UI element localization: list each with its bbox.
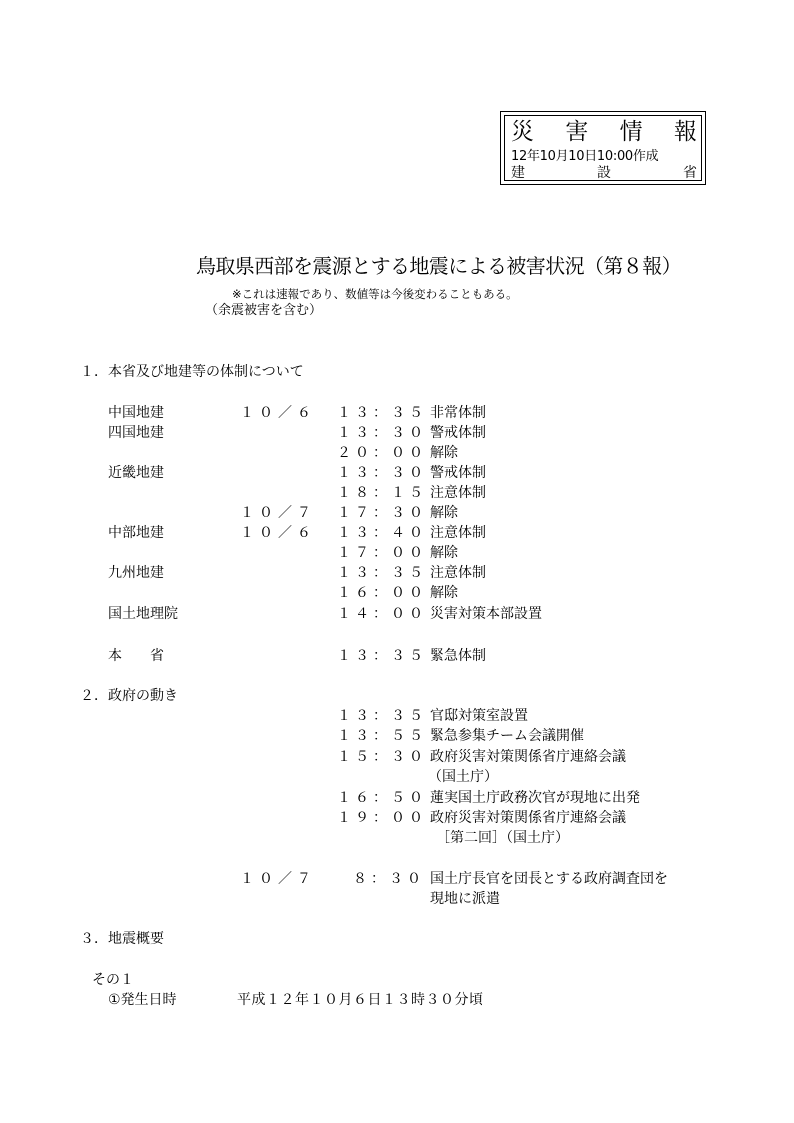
stamp-org-char: 設 — [597, 165, 611, 181]
row-status: 解除 — [430, 585, 458, 601]
stamp-title-char: 災 — [511, 119, 534, 145]
row-status: 警戒体制 — [430, 465, 486, 481]
event-time: １９：００ — [337, 810, 427, 826]
event-date: １０／７ — [240, 871, 316, 887]
section-1-heading: １．本省及び地建等の体制について — [80, 364, 304, 380]
event-text-cont: （国土庁） — [428, 769, 498, 785]
event-time: １６：５０ — [337, 790, 427, 806]
org-name: 九州地建 — [108, 565, 164, 581]
stamp-org — [511, 165, 697, 181]
event-text: 国土庁長官を団長とする政府調査団を — [430, 871, 668, 887]
event-text-cont: 現地に派遣 — [430, 891, 500, 907]
org-name: 近畿地建 — [108, 465, 164, 481]
preliminary-note: ※これは速報であり、数値等は今後変わることもある。 — [232, 287, 518, 301]
org-name: 中国地建 — [108, 405, 164, 421]
row-time: ２０：００ — [337, 445, 427, 461]
row-status: 警戒体制 — [430, 425, 486, 441]
event-text: 官邸対策室設置 — [430, 708, 528, 724]
org-name: 中部地建 — [108, 525, 164, 541]
row-status: 緊急体制 — [430, 648, 486, 664]
event-time: ８：３０ — [353, 871, 425, 887]
row-time: １６：００ — [337, 585, 427, 601]
row-status: 注意体制 — [430, 525, 486, 541]
occurrence-label: ①発生日時 — [108, 992, 177, 1008]
stamp-date: 12年10月10日10:00作成 — [511, 149, 659, 164]
event-text: 政府災害対策関係省庁連絡会議 — [430, 810, 626, 826]
row-status: 解除 — [430, 445, 458, 461]
stamp-title — [511, 117, 697, 147]
row-time: １３：３０ — [337, 465, 427, 481]
row-date: １０／６ — [240, 525, 316, 541]
row-date: １０／６ — [240, 405, 316, 421]
row-status: 非常体制 — [430, 405, 486, 421]
stamp-org-char: 建 — [511, 165, 525, 181]
row-status: 災害対策本部設置 — [430, 606, 542, 622]
scope-note: （余震被害を含む） — [205, 303, 323, 318]
stamp-org-char: 省 — [683, 165, 697, 181]
section-3-heading: ３．地震概要 — [80, 931, 164, 947]
row-status: 注意体制 — [430, 485, 486, 501]
stamp-title-char: 報 — [673, 119, 697, 145]
row-time: １３：３０ — [337, 425, 427, 441]
disaster-info-stamp — [500, 111, 706, 185]
event-text-cont: ［第二回］（国土庁） — [436, 830, 569, 846]
event-time: １５：３０ — [337, 749, 427, 765]
row-time: １８：１５ — [337, 485, 427, 501]
section-3-sub: その１ — [92, 972, 134, 988]
row-status: 解除 — [430, 545, 458, 561]
org-name: 四国地建 — [108, 425, 164, 441]
row-time: １３：３５ — [337, 405, 427, 421]
row-status: 注意体制 — [430, 565, 486, 581]
row-time: １７：００ — [337, 545, 427, 561]
event-text: 蓮実国土庁政務次官が現地に出発 — [430, 790, 640, 806]
document-title: 鳥取県西部を震源とする地震による被害状況（第８報） — [196, 254, 681, 278]
row-status: 解除 — [430, 505, 458, 521]
row-date: １０／７ — [240, 505, 316, 521]
row-time: １４：００ — [337, 606, 427, 622]
event-text: 緊急参集チーム会議開催 — [430, 728, 584, 744]
org-name: 国土地理院 — [108, 606, 178, 622]
event-time: １３：３５ — [337, 708, 427, 724]
row-time: １３：３５ — [337, 648, 427, 664]
row-time: １７：３０ — [337, 505, 427, 521]
org-name: 本 省 — [108, 648, 164, 664]
occurrence-value: 平成１２年１０月６日１３時３０分頃 — [237, 992, 484, 1008]
row-time: １３：４０ — [337, 525, 427, 541]
section-2-heading: ２．政府の動き — [80, 688, 178, 704]
event-time: １３：５５ — [337, 728, 427, 744]
stamp-title-char: 害 — [565, 119, 589, 145]
row-time: １３：３５ — [337, 565, 427, 581]
event-text: 政府災害対策関係省庁連絡会議 — [430, 749, 626, 765]
stamp-inner-frame — [504, 115, 702, 181]
stamp-title-char: 情 — [619, 119, 643, 145]
